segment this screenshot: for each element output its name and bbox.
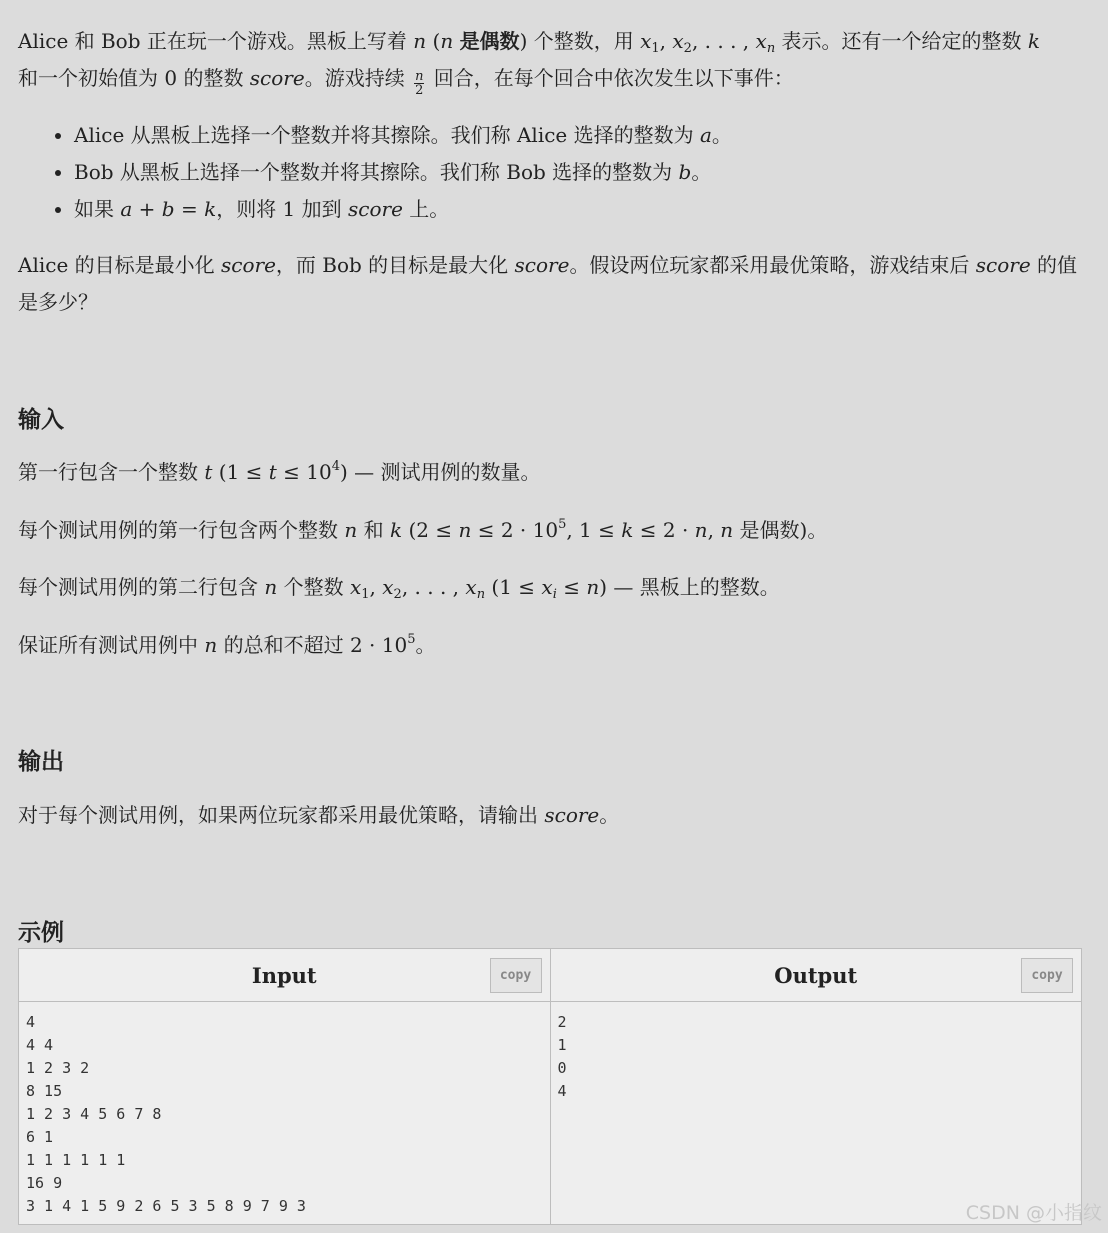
input-line-2: 每个测试用例的第一行包含两个整数 n 和 k ($2 \le n \le 2 \cdot 10^5$, 1 ≤ k ≤ 2 · n, n 是偶数)。 <box>18 517 828 542</box>
sample-input-text: 4 4 4 1 2 3 2 8 15 1 2 3 4 5 6 7 8 6 1 1 1 1 1 1 1 16 9 3 1 4 1 5 9 2 6 5 3 5 8 9 7 9 3 <box>26 1013 306 1215</box>
input-line-1: 第一行包含一个整数 t $(1 \le t \le 10^4)$ — 测试用例的数量。 <box>18 459 541 484</box>
sample-input-header <box>19 949 550 1002</box>
copy-output-button[interactable]: copy <box>1021 958 1073 993</box>
statement-paragraph-2: Alice 的目标是最小化 score，而 Bob 的目标是最大化 score。假设两位玩家都采用最优策略，游戏结束后 score 的值是多少？ <box>18 253 1078 314</box>
example-heading: 示例 <box>18 920 64 946</box>
sample-output-header <box>551 949 1082 1002</box>
sample-input-column <box>19 949 550 1224</box>
list-item: • Alice 从黑板上选择一个整数并将其擦除。我们称 Alice 选择的整数为 a。 <box>74 117 732 154</box>
input-line-3: 每个测试用例的第二行包含 n 个整数 $x_1$, $x_2$, . . . , $x_n$ $(1 \le x_i \le n)$ — 黑板上的整数。 <box>18 575 780 602</box>
output-label: Output <box>774 962 858 988</box>
input-line-4: 保证所有测试用例中 n 的总和不超过 $2 \cdot 10^5$。 <box>18 632 436 657</box>
list-item: • Bob 从黑板上选择一个整数并将其擦除。我们称 Bob 选择的整数为 b。 <box>74 154 732 191</box>
output-heading: 输出 <box>18 749 64 775</box>
output-line: 对于每个测试用例，如果两位玩家都采用最优策略，请输出 score。 <box>18 803 620 827</box>
event-list <box>18 117 732 228</box>
copy-input-button[interactable]: copy <box>490 958 542 993</box>
input-label: Input <box>251 962 317 988</box>
sample-output-column <box>550 949 1082 1224</box>
sample-test-table <box>18 948 1082 1225</box>
list-item: • 如果 a + b = k，则将 1 加到 score 上。 <box>74 191 732 228</box>
watermark: CSDN @小指纹 <box>965 1202 1102 1224</box>
statement-paragraph-1: Alice 和 Bob 正在玩一个游戏。黑板上写着 n (n 是偶数) 个整数，用 $x_1$, $x_2$, . . . , $x_n$ 表示。还有一个给定的整数 k 和一个初始值为 0 的整数 score。游戏持续 $\frac{n}{2}$ 回合，在每个回合中依次发生以下事件： <box>18 29 1041 98</box>
sample-output-text: 2 1 0 4 <box>557 1013 567 1100</box>
input-heading: 输入 <box>18 407 64 433</box>
